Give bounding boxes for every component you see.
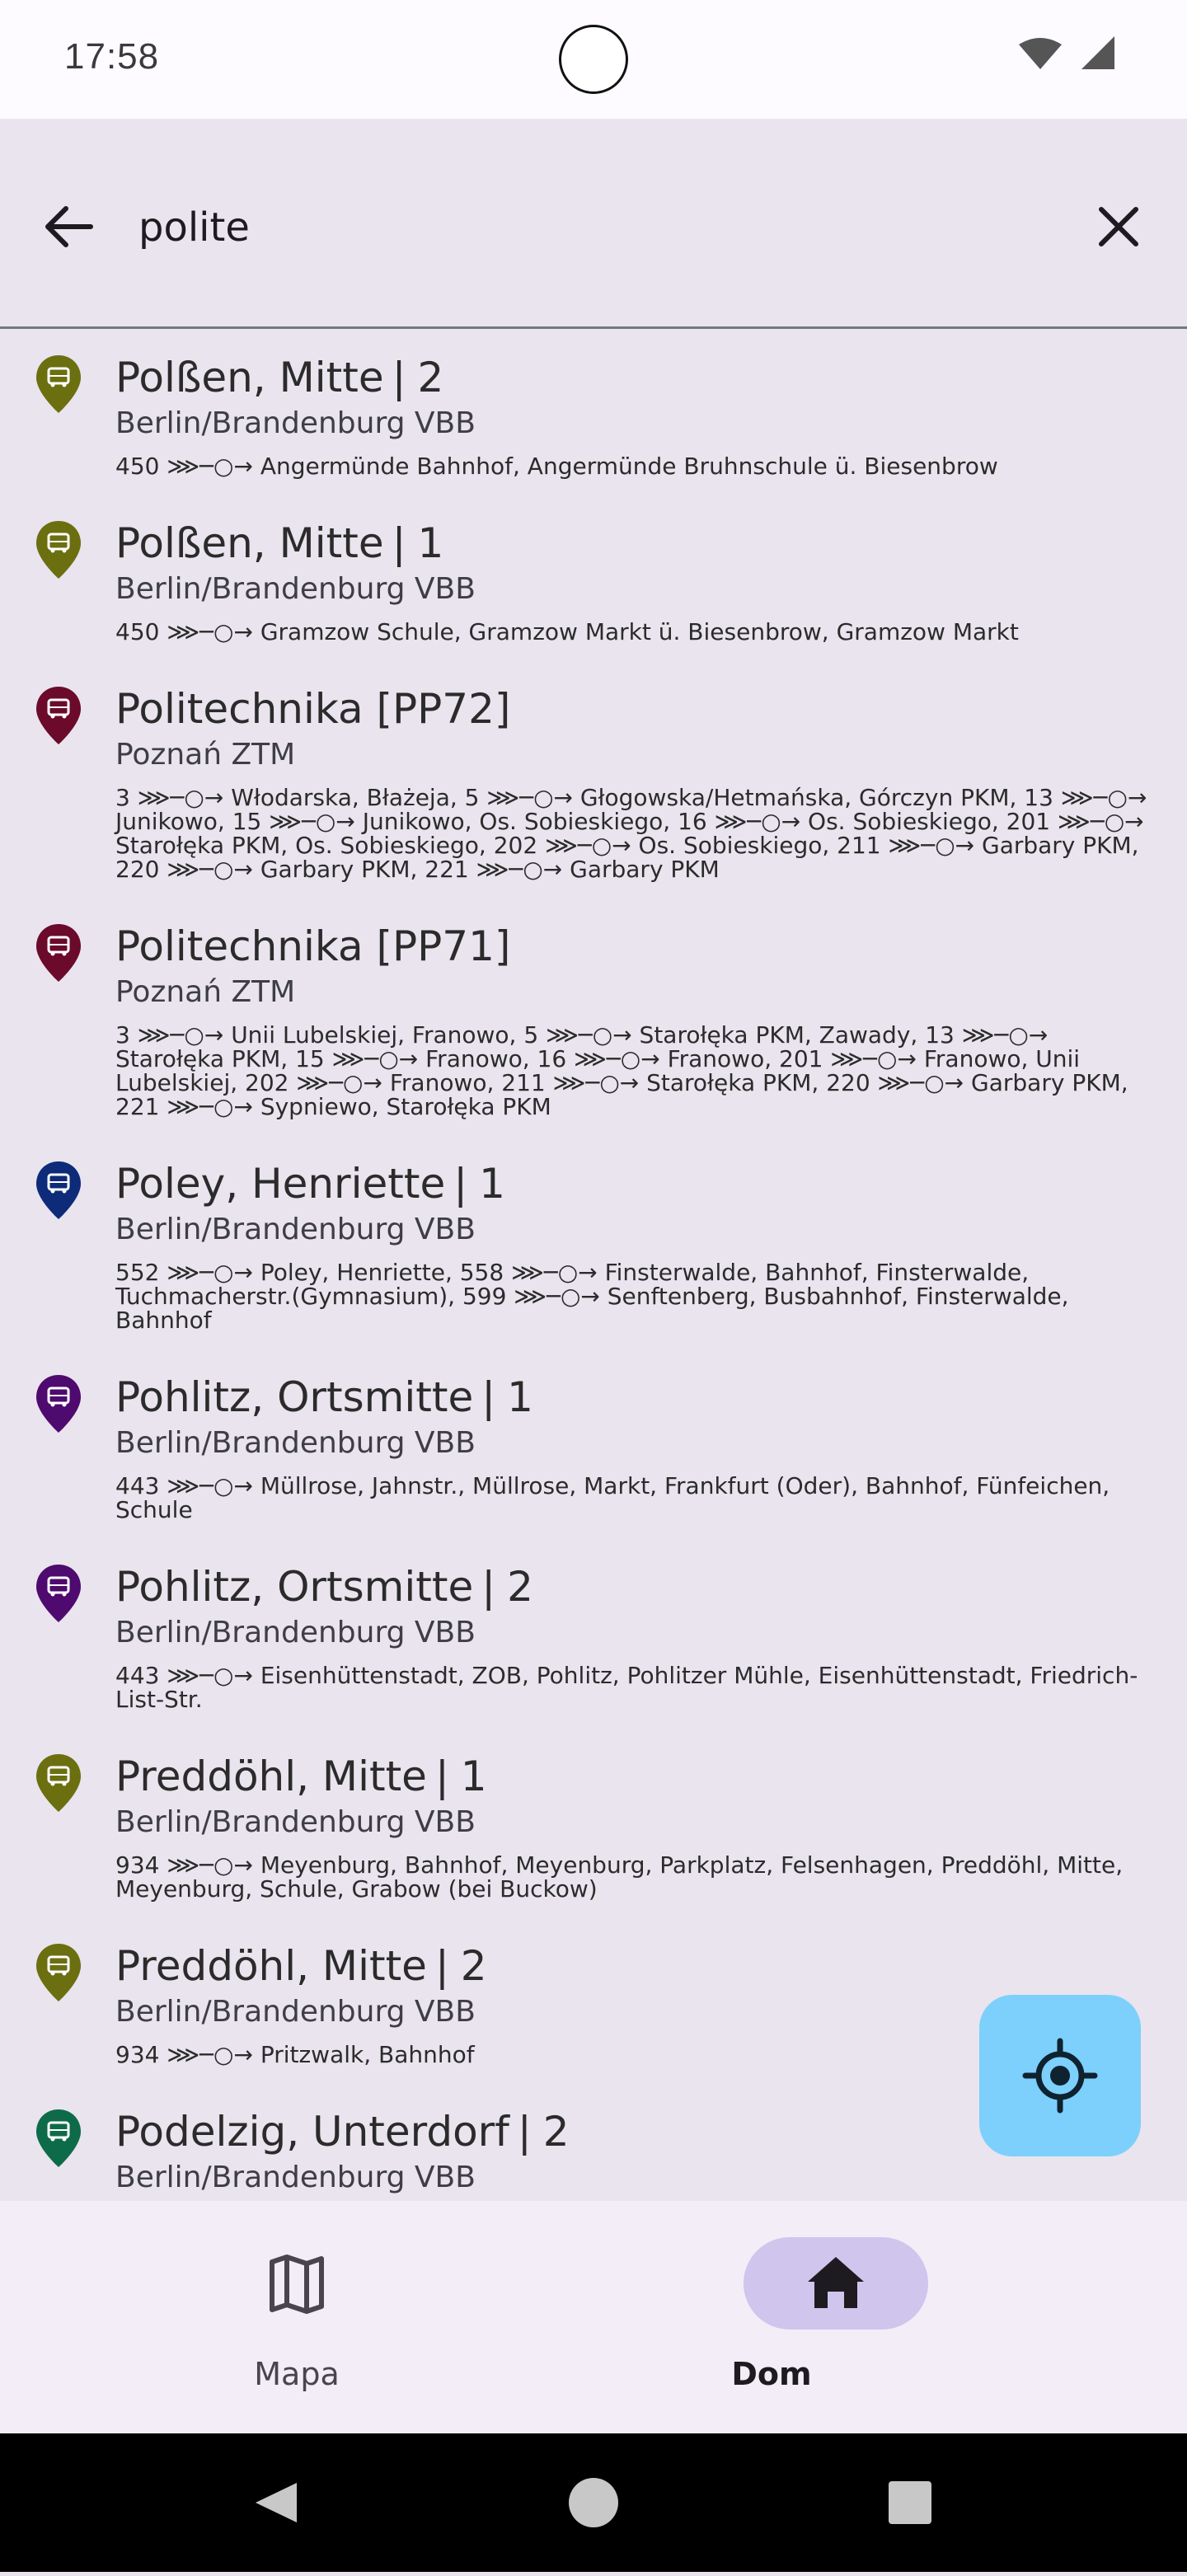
nav-label-home: Dom bbox=[731, 2356, 812, 2392]
platform-number: 1 bbox=[479, 1160, 505, 1208]
bus-stop-pin-icon bbox=[35, 685, 82, 746]
stop-name bbox=[115, 898, 1154, 972]
platform-number: 1 bbox=[417, 519, 444, 567]
system-home-icon[interactable] bbox=[569, 2478, 618, 2527]
stop-result-item[interactable] bbox=[0, 1728, 1187, 1917]
stop-name-text: Politechnika [PP71] bbox=[115, 922, 511, 970]
stop-lines-summary: 443 ⋙─○→ Müllrose, Jahnstr., Müllrose, Markt, Frankfurt (Oder), Bahnhof, Fünfeichen, Schule bbox=[115, 1472, 1110, 1523]
stop-name bbox=[115, 660, 1154, 734]
stop-region: Berlin/Brandenburg VBB bbox=[115, 406, 476, 440]
system-recents-icon[interactable] bbox=[889, 2481, 931, 2524]
nav-map-indicator bbox=[204, 2237, 389, 2330]
platform-number: 1 bbox=[460, 1753, 487, 1800]
stop-lines-summary: 450 ⋙─○→ Angermünde Bahnhof, Angermünde Bruhnschule ü. Biesenbrow bbox=[115, 453, 998, 480]
camera-cutout bbox=[559, 25, 628, 94]
bus-stop-pin-icon bbox=[35, 922, 82, 983]
platform-separator: | bbox=[481, 1373, 496, 1421]
stop-name bbox=[115, 1728, 1154, 1802]
my-location-button[interactable] bbox=[979, 1995, 1141, 2156]
stop-region: Poznań ZTM bbox=[115, 975, 296, 1009]
stop-result-item[interactable] bbox=[0, 1538, 1187, 1728]
stop-name bbox=[115, 1135, 1154, 1209]
nav-item-map[interactable] bbox=[0, 2201, 594, 2433]
bus-stop-pin-icon bbox=[35, 1942, 82, 2003]
bus-stop-pin-icon bbox=[35, 1373, 82, 1434]
stop-name-text: Preddöhl, Mitte bbox=[115, 1753, 427, 1800]
search-results-list[interactable] bbox=[0, 329, 1187, 2201]
stop-name-text: Podelzig, Unterdorf bbox=[115, 2108, 509, 2156]
stop-region: Berlin/Brandenburg VBB bbox=[115, 1995, 476, 2029]
stop-name bbox=[115, 1538, 1154, 1612]
bottom-navigation bbox=[0, 2201, 1187, 2433]
system-navigation-bar bbox=[0, 2433, 1187, 2572]
platform-separator: | bbox=[392, 519, 406, 567]
platform-number: 1 bbox=[507, 1373, 533, 1421]
gps-crosshair-icon bbox=[1020, 2036, 1100, 2115]
platform-number: 2 bbox=[507, 1563, 533, 1611]
platform-separator: | bbox=[481, 1563, 496, 1611]
stop-result-item[interactable] bbox=[0, 898, 1187, 1135]
stop-name-text: Preddöhl, Mitte bbox=[115, 1942, 427, 1990]
platform-number: 2 bbox=[460, 1942, 487, 1990]
stop-name-text: Polßen, Mitte bbox=[115, 354, 384, 401]
status-bar bbox=[0, 0, 1187, 119]
bus-stop-pin-icon bbox=[35, 1563, 82, 1624]
stop-name-text: Politechnika [PP72] bbox=[115, 685, 511, 733]
nav-home-active-indicator bbox=[744, 2237, 928, 2330]
stop-result-item[interactable] bbox=[0, 1135, 1187, 1349]
cellular-signal-icon bbox=[1081, 36, 1114, 69]
wifi-icon bbox=[1019, 38, 1062, 69]
bus-stop-pin-icon bbox=[35, 1160, 82, 1221]
back-button[interactable] bbox=[38, 196, 99, 257]
stop-result-item[interactable] bbox=[0, 1349, 1187, 1538]
platform-separator: | bbox=[517, 2108, 532, 2156]
stop-region: Berlin/Brandenburg VBB bbox=[115, 1616, 476, 1649]
stop-region: Berlin/Brandenburg VBB bbox=[115, 572, 476, 606]
stop-lines-summary: 552 ⋙─○→ Poley, Henriette, 558 ⋙─○→ Finsterwalde, Bahnhof, Finsterwalde, Tuchmacherstr.(Gymnasium), 599 ⋙─○→ Senftenberg, Busbahnhof, Finsterwalde, Bahnhof bbox=[115, 1259, 1069, 1334]
stop-region: Berlin/Brandenburg VBB bbox=[115, 1426, 476, 1460]
nav-item-home[interactable] bbox=[534, 2201, 1128, 2433]
search-input[interactable] bbox=[138, 195, 963, 260]
platform-separator: | bbox=[392, 354, 406, 401]
platform-number: 2 bbox=[542, 2108, 570, 2156]
platform-separator: | bbox=[453, 1160, 468, 1208]
platform-separator: | bbox=[434, 1942, 449, 1990]
stop-name-text: Pohlitz, Ortsmitte bbox=[115, 1373, 474, 1421]
stop-region: Berlin/Brandenburg VBB bbox=[115, 1213, 476, 1246]
map-icon bbox=[204, 2237, 389, 2330]
bus-stop-pin-icon bbox=[35, 2108, 82, 2169]
stop-region: Berlin/Brandenburg VBB bbox=[115, 2161, 476, 2194]
stop-lines-summary: 934 ⋙─○→ Pritzwalk, Bahnhof bbox=[115, 2041, 475, 2068]
stop-lines-summary: 443 ⋙─○→ Eisenhüttenstadt, ZOB, Pohlitz, Pohlitzer Mühle, Eisenhüttenstadt, Friedrich-List-Str. bbox=[115, 1662, 1138, 1713]
bus-stop-pin-icon bbox=[35, 354, 82, 415]
clear-search-button[interactable] bbox=[1088, 196, 1149, 257]
home-icon bbox=[744, 2237, 928, 2330]
stop-name bbox=[115, 495, 1154, 569]
stop-result-item[interactable] bbox=[0, 329, 1187, 495]
search-bar bbox=[0, 119, 1187, 329]
stop-region: Poznań ZTM bbox=[115, 738, 296, 772]
stop-result-item[interactable] bbox=[0, 660, 1187, 898]
stop-name bbox=[115, 329, 1154, 403]
stop-lines-summary: 3 ⋙─○→ Unii Lubelskiej, Franowo, 5 ⋙─○→ Starołęka PKM, Zawady, 13 ⋙─○→ Starołęka PKM, 15 ⋙─○→ Franowo, 16 ⋙─○→ Franowo, 201 ⋙─○→ Franowo, Unii Lubelskiej, 202 ⋙─○→ Franowo, 211 ⋙─○→ Starołęka PKM, 220 ⋙─○→ Garbary PKM, 221 ⋙─○→ Sypniewo, Starołęka PKM bbox=[115, 1021, 1128, 1120]
stop-name bbox=[115, 1349, 1154, 1423]
stop-region: Berlin/Brandenburg VBB bbox=[115, 1805, 476, 1839]
platform-separator: | bbox=[434, 1753, 449, 1800]
stop-lines-summary: 3 ⋙─○→ Włodarska, Błażeja, 5 ⋙─○→ Głogowska/Hetmańska, Górczyn PKM, 13 ⋙─○→ Junikowo, 15 ⋙─○→ Junikowo, Os. Sobieskiego, 16 ⋙─○→ Os. Sobieskiego, 201 ⋙─○→ Starołęka PKM, Os. Sobieskiego, 202 ⋙─○→ Os. Sobieskiego, 211 ⋙─○→ Garbary PKM, 220 ⋙─○→ Garbary PKM, 221 ⋙─○→ Garbary PKM bbox=[115, 784, 1147, 883]
bus-stop-pin-icon bbox=[35, 1753, 82, 1814]
nav-label-map: Mapa bbox=[254, 2356, 340, 2392]
stop-name-text: Poley, Henriette bbox=[115, 1160, 446, 1208]
platform-number: 2 bbox=[417, 354, 444, 401]
stop-name-text: Polßen, Mitte bbox=[115, 519, 384, 567]
stop-lines-summary: 934 ⋙─○→ Meyenburg, Bahnhof, Meyenburg, Parkplatz, Felsenhagen, Preddöhl, Mitte, Meyenburg, Schule, Grabow (bei Buckow) bbox=[115, 1851, 1124, 1903]
bus-stop-pin-icon bbox=[35, 519, 82, 580]
stop-lines-summary: 450 ⋙─○→ Gramzow Schule, Gramzow Markt ü. Biesenbrow, Gramzow Markt bbox=[115, 618, 1019, 645]
stop-result-item[interactable] bbox=[0, 495, 1187, 660]
stop-name bbox=[115, 1917, 1154, 1992]
arrow-back-icon bbox=[38, 196, 99, 257]
stop-name-text: Pohlitz, Ortsmitte bbox=[115, 1563, 474, 1611]
status-time: 17:58 bbox=[64, 36, 160, 77]
system-back-icon[interactable] bbox=[256, 2483, 297, 2522]
status-icons bbox=[1017, 36, 1133, 82]
close-icon bbox=[1088, 196, 1149, 257]
